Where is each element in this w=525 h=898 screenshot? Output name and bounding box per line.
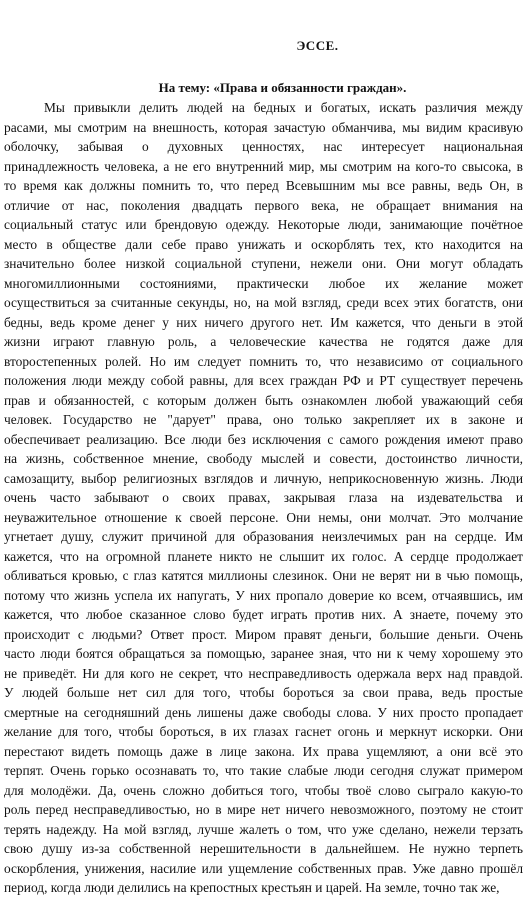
paragraph-line: второстепенных ролей. Но им следует помнить то, что независимо от социального — [4, 353, 523, 369]
paragraph-line: терять надежду. На мой взгляд, лучше жалеть о том, что уже сделано, нежели терзать — [4, 821, 523, 837]
paragraph-line: то время как должны помнить то, что перед Всевышним мы все равны, ведь Он, в — [4, 178, 523, 193]
paragraph-line: не приведёт. Ни для кого не секрет, что несправедливость одержала верх над правдой. — [4, 665, 523, 681]
paragraph-line: обеспечивает реализацию. Все люди без исключения с самого рождения имеют право — [4, 431, 523, 447]
essay-subtitle: На тему: «Права и обязанности граждан». — [158, 80, 407, 95]
paragraph-line: оболочку, забывая о духовных ценностях, нас интересует национальная — [4, 139, 523, 154]
paragraph-line: перестают видеть помощь даже в лице закона. Их права ущемляют, а они всё это — [4, 743, 523, 759]
paragraph-line: неуважительное отношение к своей персоне. Они немы, они молчат. Это молчание — [4, 509, 523, 525]
paragraph-line: положения люди между собой равны, для всех граждан РФ и РТ существует перечень — [4, 373, 523, 388]
paragraph-line: угнетает душу, служит причиной для образования неизлечимых ран на сердце. Им — [4, 529, 523, 544]
paragraph-line: человек. Государство не "дарует" права, оно только закрепляет их в законе и — [4, 412, 523, 427]
paragraph-line: отличие от нас, поколения двадцать первого века, не обращает внимания на — [4, 197, 523, 213]
paragraph-line: терпят. Очень горько осознавать то, что такие слабые люди сегодня служат примером — [4, 763, 523, 778]
paragraph-line: потому что жизнь успела их напугать, У них пропало доверие ко всем, отчаявшись, им — [4, 587, 523, 603]
paragraph-line: смертные на сегодняшний день лишены даже свободы слова. У них просто пропадает — [4, 704, 523, 720]
paragraph-line: жизни играют главную роль, а человеческие качества не годятся даже для — [4, 334, 523, 349]
paragraph-line: бедны, ведь кроме денег у них ничего другого нет. Им кажется, что деньги в этой — [4, 314, 523, 330]
paragraph-line: У людей больше нет сил для того, чтобы бороться за свои права, ведь простые — [4, 685, 523, 700]
paragraph-line: осуществиться за считанные секунды, но, на мой взгляд, среди всех этих богатств, они — [4, 295, 523, 310]
paragraph-line: самозащиту, выбор религиозных взглядов и личную, неприкосновенную жизнь. Люди — [4, 470, 523, 486]
paragraph-line: социальный статус или брендовую одежду. Некоторые люди, занимающие почётное — [4, 217, 523, 232]
paragraph-line: период, когда люди делились на крепостных крестьян и царей. На земле, точно так же, — [4, 880, 500, 895]
paragraph-line: Мы привыкли делить людей на бедных и богатых, искать различия между — [44, 100, 523, 115]
essay-title: ЭССЕ. — [296, 38, 339, 53]
paragraph-line: часто люди боятся обращаться за помощью, заранее зная, что ни к чему хорошему это — [4, 646, 523, 661]
paragraph-line: очень часто забывают о своих правах, закрывая глаза на издевательства и — [4, 490, 523, 505]
paragraph-line: место в обществе дали себе право унижать и оскорблять тех, кто находится на — [4, 236, 523, 252]
paragraph-line: обливаться кровью, с глаз катятся миллионы слезинок. Они не верят ни в чью помощь, — [4, 568, 523, 583]
paragraph-line: происходит с людьми? Ответ прост. Миром правят деньги, большие деньги. Очень — [4, 626, 523, 642]
paragraph-line: свою душу из-за собственной нерешительности в дальнейшем. Не нужно терпеть — [4, 841, 523, 856]
paragraph-line: принадлежность человека, а не его внутренний мир, мы смотрим на кого-то свысока, в — [4, 158, 523, 174]
paragraph-line: желание для того, чтобы бороться, в их глазах гаснет огонь и меркнут искорки. Они — [4, 724, 523, 739]
paragraph-line: многомиллионными состояниями, практически любое их желание может — [4, 275, 523, 291]
paragraph-line: расами, мы смотрим на внешность, которая зачастую обманчива, мы видим красивую — [4, 119, 523, 135]
paragraph-line: кажется, что на огромной планете никто не слышит их голос. А сердце продолжает — [4, 548, 523, 564]
paragraph-line: на жизнь, собственное мнение, свободу мыслей и совести, достоинство личности, — [4, 451, 523, 466]
paragraph-line: кажется, что любое сказанное слово будет играть против них. А знаете, почему это — [4, 607, 523, 622]
paragraph-line: роль перед несправедливостью, но в мире нет ничего невозможного, поэтому не стоит — [4, 802, 523, 817]
paragraph-line: для молодёжи. Да, очень сложно добиться того, чтобы твоё слово сыграло какую-то — [4, 782, 523, 798]
paragraph-line: оскорбления, унижения, насилие или ущемление собственных прав. Уже давно прошёл — [4, 860, 523, 876]
paragraph-line: значительно более низкой социальной ступени, нежели они. Они могут обладать — [4, 256, 523, 271]
paragraph-line: прав и обязанностей, с которым должен быть ознакомлен любой уважающий себя — [4, 392, 523, 408]
essay-body — [4, 98, 523, 898]
